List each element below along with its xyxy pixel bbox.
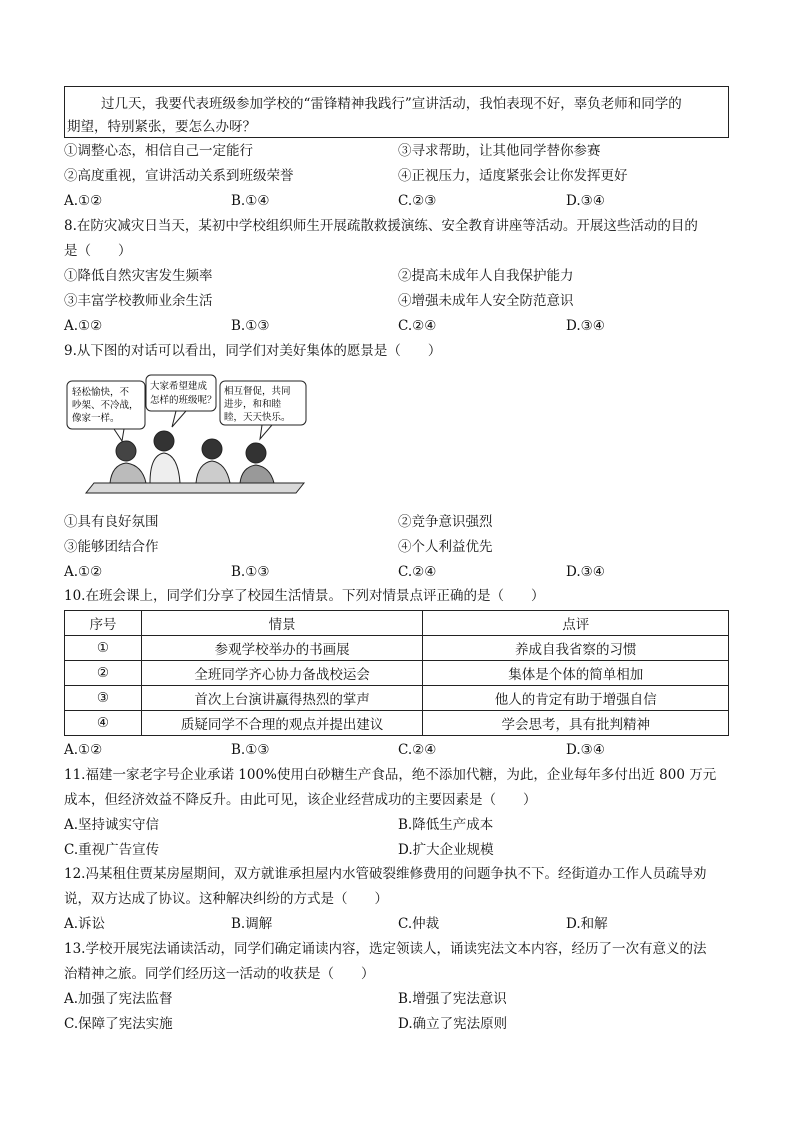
q12-stem-line1: 12.冯某租住贾某房屋期间，双方就谁承担屋内水管破裂维修费用的问题争执不下。经街道办工作人员疏导劝 [64,866,707,882]
q11-choice-d: D.扩大企业规模 [398,842,494,858]
q13-choice-a: A.加强了宪法监督 [64,991,173,1007]
q11-choice-a: A.坚持诚实守信 [64,817,160,833]
desk [86,483,304,493]
q8-option-3: ③丰富学校教师业余生活 [64,293,213,309]
q8-choice-c: C.②④ [398,318,437,334]
q7-option-4: ④正视压力，适度紧张会让你发挥更好 [398,168,628,184]
q13-choice-c: C.保障了宪法实施 [64,1016,173,1032]
q9-choice-d: D.③④ [566,564,605,580]
bubble-mid [146,375,217,427]
q12-choice-c: C.仲裁 [398,916,440,932]
q9-choice-c: C.②④ [398,564,437,580]
q11-choice-b: B.降低生产成本 [398,817,494,833]
row-index: ③ [65,686,142,711]
q8-option-2: ②提高未成年人自我保护能力 [398,268,574,284]
table-row [65,661,729,686]
q13-stem-line2: 治精神之旅。同学们经历这一活动的收获是（ ） [64,966,375,982]
row-scenario: 质疑同学不合理的观点并提出建议 [141,711,423,736]
q12-choice-a: A.诉讼 [64,916,106,932]
q11-choice-c: C.重视广告宣传 [64,842,160,858]
q9-option-2: ②竞争意识强烈 [398,514,493,530]
q12-choice-d: D.和解 [566,916,608,932]
bubble-mid-line1: 大家希望建成 [150,381,208,392]
student-middle [196,439,230,483]
q11-stem-line2: 成本，但经济效益不降反升。由此可见，该企业经营成功的主要因素是（ ） [64,792,537,808]
bubble-left-line3: 像家一样。 [72,413,120,424]
header-scenario: 情景 [141,611,423,636]
row-comment: 养成自我省察的习惯 [423,636,729,661]
q10-choice-d: D.③④ [566,742,605,758]
q10-stem: 10.在班会课上，同学们分享了校园生活情景。下列对情景点评正确的是（ ） [64,588,545,604]
q13-choice-d: D.确立了宪法原则 [398,1016,508,1032]
q8-stem-line1: 8.在防灾减灾日当天，某初中学校组织师生开展疏散救援演练、安全教育讲座等活动。开展这些活动的目的 [64,218,698,234]
row-index: ② [65,661,142,686]
table-row [65,636,729,661]
q8-option-1: ①降低自然灾害发生频率 [64,268,213,284]
q8-option-4: ④增强未成年人安全防范意识 [398,293,574,309]
q9-choice-b: B.①③ [231,564,270,580]
classroom-dialogue-illustration [64,371,314,498]
q12-choice-b: B.调解 [231,916,273,932]
q10-choice-a: A.①② [64,742,103,758]
header-index: 序号 [65,611,142,636]
q7-option-2: ②高度重视，宣讲活动关系到班级荣誉 [64,168,294,184]
q13-choice-b: B.增强了宪法意识 [398,991,507,1007]
table-header-row [65,611,729,636]
bubble-right [220,381,306,439]
row-scenario: 参观学校举办的书画展 [141,636,423,661]
q8-choice-d: D.③④ [566,318,605,334]
bubble-right-line3: 睦，天天快乐。 [224,412,291,423]
row-index: ④ [65,711,142,736]
q11-stem-line1: 11.福建一家老字号企业承诺 100%使用白砂糖生产食品，绝不添加代糖，为此，企业每年多付出近 800 万元 [64,767,717,783]
table-row [65,686,729,711]
q7-choice-d: D.③④ [566,193,605,209]
q8-choice-b: B.①③ [231,318,270,334]
bubble-right-line1: 相互督促，共同 [224,386,291,397]
bubble-right-line2: 进步，和和睦 [224,399,282,410]
q9-option-3: ③能够团结合作 [64,539,159,555]
row-comment: 他人的肯定有助于增强自信 [423,686,729,711]
bubble-left-line2: 吵架、不冷战， [72,400,139,411]
q7-choice-a: A.①② [64,193,103,209]
bubble-left [67,381,145,441]
student-left [110,441,146,483]
row-comment: 集体是个体的简单相加 [423,661,729,686]
scenario-box [64,86,729,138]
q10-table [64,610,729,736]
student-standing [150,431,180,483]
q7-choice-c: C.②③ [398,193,437,209]
q8-choice-a: A.①② [64,318,103,334]
student-right [240,443,274,483]
q9-choice-a: A.①② [64,564,103,580]
q9-stem: 9.从下图的对话可以看出，同学们对美好集体的愿景是（ ） [64,343,442,359]
q13-stem-line1: 13.学校开展宪法诵读活动，同学们确定诵读内容，选定领读人，诵读宪法文本内容，经历了一次有意义的法 [64,941,707,957]
q7-option-3: ③寻求帮助，让其他同学替你参赛 [398,143,601,159]
scenario-text-line2: 期望，特别紧张，要怎么办呀？ [67,119,256,135]
q7-choice-b: B.①④ [231,193,270,209]
q10-choice-c: C.②④ [398,742,437,758]
q12-stem-line2: 说，双方达成了协议。这种解决纠纷的方式是（ ） [64,891,388,907]
q10-choice-b: B.①③ [231,742,270,758]
row-index: ① [65,636,142,661]
q9-option-4: ④个人利益优先 [398,539,493,555]
q8-stem-line2: 是（ ） [64,243,132,259]
row-scenario: 首次上台演讲赢得热烈的掌声 [141,686,423,711]
q9-option-1: ①具有良好氛围 [64,514,159,530]
header-comment: 点评 [423,611,729,636]
bubble-mid-line2: 怎样的班级呢？ [150,395,217,406]
table-row [65,711,729,736]
scenario-text-line1: 过几天，我要代表班级参加学校的“雷锋精神我践行”宣讲活动，我怕表现不好，辜负老师和同学的 [101,96,682,112]
bubble-left-line1: 轻松愉快，不 [72,387,130,398]
row-comment: 学会思考，具有批判精神 [423,711,729,736]
row-scenario: 全班同学齐心协力备战校运会 [141,661,423,686]
q7-option-1: ①调整心态，相信自己一定能行 [64,143,253,159]
